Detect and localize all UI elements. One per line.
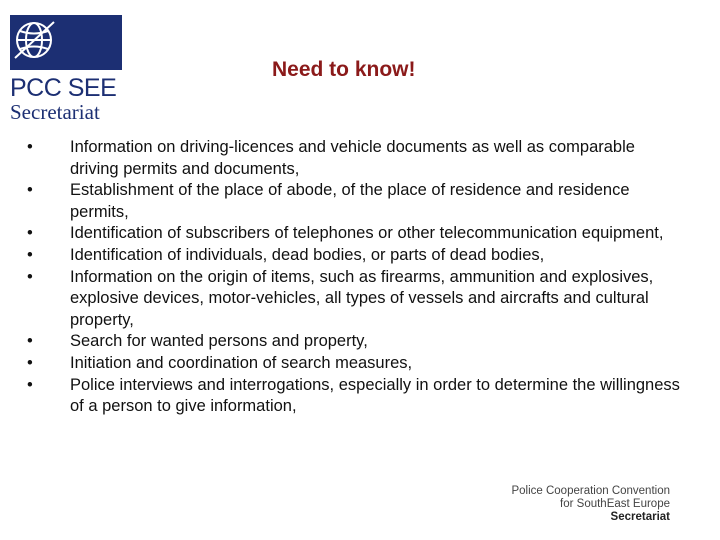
list-item-text: Initiation and coordination of search measures,	[70, 353, 413, 372]
bullet-icon: •	[27, 181, 33, 200]
bullet-icon: •	[27, 138, 33, 156]
list-item-text: Information on driving-licences and vehicle documents as well as comparable driving permits and documents,	[70, 138, 635, 178]
list-item	[27, 331, 687, 353]
footer-line-1: Police Cooperation Convention	[511, 485, 670, 497]
list-item-text: Identification of individuals, dead bodies, or parts of dead bodies,	[70, 245, 545, 264]
list-item	[27, 137, 687, 180]
list-item	[27, 245, 687, 267]
list-item	[27, 353, 687, 375]
list-item-text: Police interviews and interrogations, especially in order to determine the willingness of a person to give information,	[70, 375, 680, 416]
bullet-icon: •	[27, 375, 33, 394]
list-item-text: Search for wanted persons and property,	[70, 332, 368, 351]
logo-subtitle: Secretariat	[10, 100, 100, 124]
bullet-icon: •	[27, 332, 33, 351]
bullet-list	[27, 137, 687, 418]
logo-title: PCC SEE	[10, 74, 117, 102]
bullet-icon: •	[27, 245, 33, 264]
list-item	[27, 180, 687, 223]
list-item-text: Establishment of the place of abode, of the place of residence and residence permits,	[70, 181, 630, 221]
bullet-icon: •	[27, 353, 33, 372]
pcc-see-logo	[10, 15, 125, 124]
footer-logo	[511, 485, 670, 524]
list-item-text: Information on the origin of items, such as firearms, ammunition and explosives, explosive devices, motor-vehicles, all types of vessels and aircrafts and cultural property,	[70, 267, 654, 329]
list-item	[27, 375, 687, 418]
slide-title: Need to know!	[272, 58, 416, 81]
list-item	[27, 267, 687, 332]
bullet-icon: •	[27, 267, 33, 286]
list-item	[27, 223, 687, 245]
list-item-text: Identification of subscribers of telephones or other telecommunication equipment,	[70, 224, 664, 243]
logo-box	[10, 15, 122, 70]
footer-line-2: for SouthEast Europe	[560, 498, 670, 510]
footer-line-3: Secretariat	[610, 511, 670, 523]
bullet-icon: •	[27, 224, 33, 243]
globe-icon	[12, 18, 58, 64]
